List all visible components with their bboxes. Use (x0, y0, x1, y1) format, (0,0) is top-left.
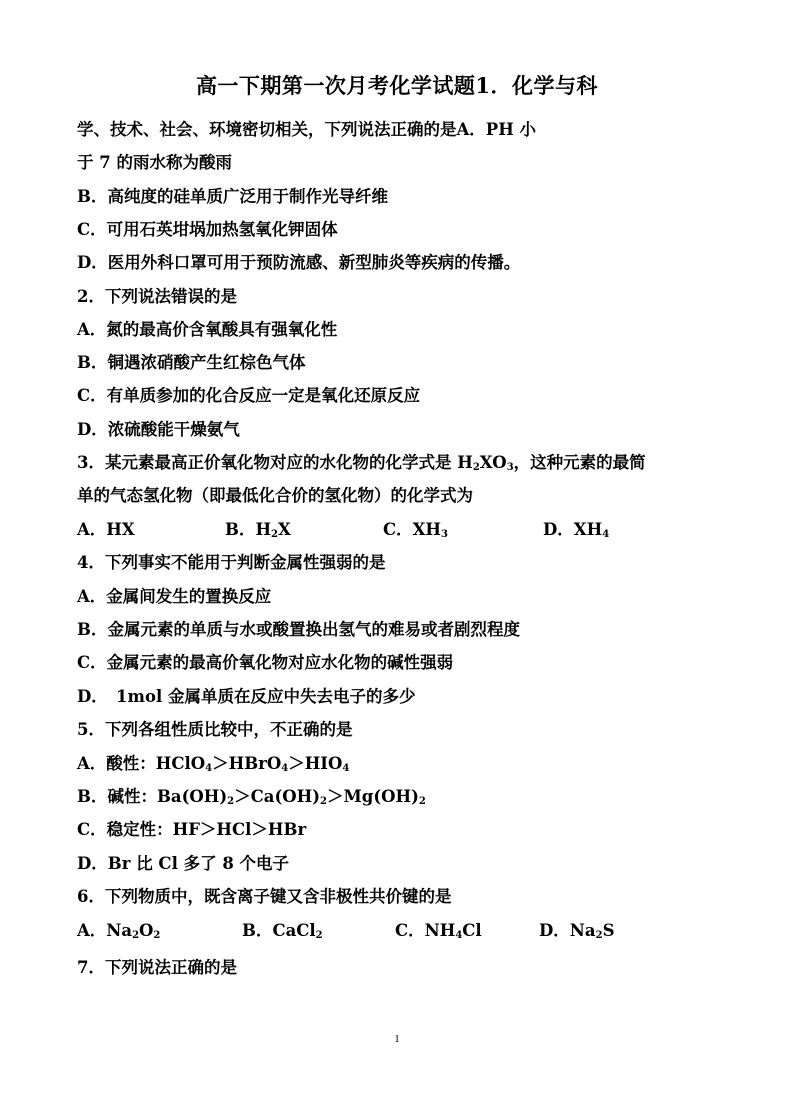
q3-stem-part: ，这种元素的最简 (513, 453, 646, 472)
formula-part: ＞Mg(OH) (327, 787, 419, 806)
formula-part: S (602, 921, 615, 940)
subscript: 4 (455, 930, 463, 941)
q1-option-b: B．高纯度的硅单质广泛用于制作光导纤维 (77, 187, 388, 206)
subscript: 4 (342, 763, 350, 774)
subscript: 2 (227, 796, 235, 807)
q5-option-c: C．稳定性：HF＞HCl＞HBr (77, 820, 307, 839)
formula-part: Cl (462, 921, 482, 940)
subscript: 2 (418, 796, 426, 807)
subscript: 3 (506, 462, 514, 473)
formula-part: D．Na (539, 921, 596, 940)
q2-option-a: A．氮的最高价含氧酸具有强氧化性 (77, 320, 338, 339)
formula-part: C．NH (395, 921, 456, 940)
q3-stem-part: XO (479, 453, 507, 472)
subscript: 2 (315, 930, 323, 941)
q2-stem: 2．下列说法错误的是 (77, 287, 237, 306)
q3-option-b (225, 519, 291, 541)
q6-options (77, 920, 717, 942)
q6-option-c (395, 920, 482, 942)
page-number: 1 (394, 1033, 400, 1045)
q3-option-b-part: X (278, 520, 291, 539)
q6-option-b (242, 920, 323, 942)
formula-part: B．碱性：Ba(OH) (77, 787, 228, 806)
q3-stem-part: 3．某元素最高正价氧化物对应的水化物的化学式是 H (77, 453, 473, 472)
q3-option-c (383, 519, 448, 541)
q3-option-d-part: D．XH (543, 520, 603, 539)
q4-option-a: A．金属间发生的置换反应 (77, 587, 272, 606)
q3-option-b-part: B．H (225, 520, 272, 539)
q1-option-d: D．医用外科口罩可用于预防流感、新型肺炎等疾病的传播。 (77, 253, 521, 272)
q1-stem: 学、技术、社会、环境密切相关，下列说法正确的是A．PH 小 (77, 120, 537, 139)
formula-part: A．Na (77, 921, 133, 940)
formula-part: ＞HBrO (212, 754, 282, 773)
formula-part: O (139, 921, 154, 940)
q3-stem-cont: 单的气态氢化物（即最低化合价的氢化物）的化学式为 (77, 486, 473, 505)
q7-stem: 7．下列说法正确的是 (77, 958, 237, 977)
subscript: 2 (132, 930, 140, 941)
subscript: 2 (595, 930, 603, 941)
q5-stem: 5．下列各组性质比较中，不正确的是 (77, 720, 353, 739)
q6-stem: 6．下列物质中，既含离子键又含非极性共价键的是 (77, 887, 452, 906)
subscript: 3 (441, 529, 448, 540)
q3-option-d (543, 519, 609, 541)
subscript: 4 (281, 763, 289, 774)
q3-option-a: A．HX (77, 520, 135, 539)
formula-part: A．酸性：HClO (77, 754, 206, 773)
subscript: 2 (472, 462, 480, 473)
q3-option-c-part: C．XH (383, 520, 442, 539)
formula-part: ＞HIO (288, 754, 343, 773)
q2-option-c: C．有单质参加的化合反应一定是氧化还原反应 (77, 386, 421, 405)
q6-option-a (77, 920, 160, 942)
q4-stem: 4．下列事实不能用于判断金属性强弱的是 (77, 553, 386, 572)
page-title: 高一下期第一次月考化学试题1．化学与科 (195, 73, 599, 98)
q5-option-d: D．Br 比 Cl 多了 8 个电子 (77, 854, 290, 873)
subscript: 2 (271, 529, 279, 540)
q4-option-d: D． 1mol 金属单质在反应中失去电子的多少 (77, 687, 416, 706)
formula-part: ＞Ca(OH) (234, 787, 321, 806)
subscript: 4 (602, 529, 610, 540)
formula-part: B．CaCl (242, 921, 316, 940)
q3-options (77, 519, 717, 541)
q1-option-c: C．可用石英坩埚加热氢氧化钾固体 (77, 220, 338, 239)
q4-option-c: C．金属元素的最高价氧化物对应水化物的碱性强弱 (77, 653, 454, 672)
q6-option-d (539, 920, 614, 942)
q4-option-b: B．金属元素的单质与水或酸置换出氢气的难易或者剧烈程度 (77, 620, 520, 639)
subscript: 2 (320, 796, 328, 807)
q2-option-d: D．浓硫酸能干燥氨气 (77, 420, 240, 439)
subscript: 4 (205, 763, 213, 774)
q2-option-b: B．铜遇浓硝酸产生红棕色气体 (77, 353, 306, 372)
subscript: 2 (153, 930, 161, 941)
q1-stem-cont: 于 7 的雨水称为酸雨 (77, 153, 232, 172)
q5-option-b (77, 786, 426, 808)
q3-stem (77, 452, 646, 474)
q5-option-a (77, 753, 349, 775)
